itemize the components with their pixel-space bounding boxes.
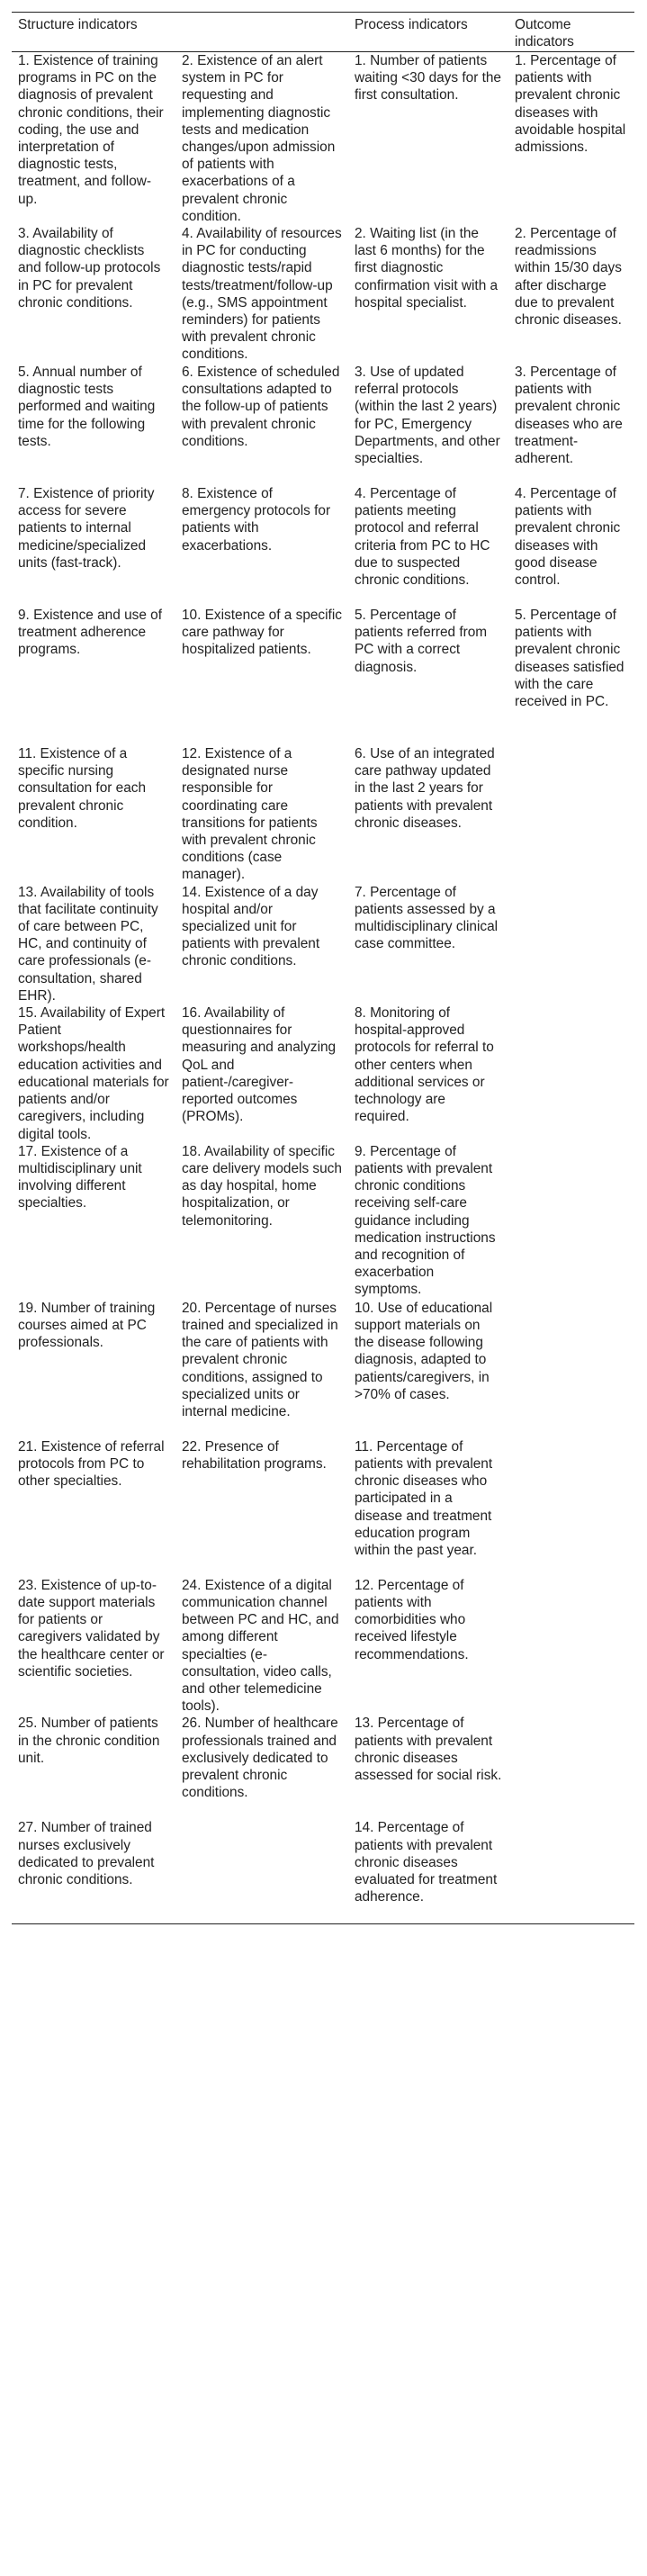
outcome-cell [508,1143,634,1300]
process-indicators-header: Process indicators [348,13,508,52]
structure-cell: 11. Existence of a specific nursing consultation for each prevalent chronic condition. [18,746,147,831]
structure-cell: 2. Existence of an alert system in PC for requesting and implementing diagnostic tests and medication changes/upon admission of patients with exacerbations of a prevalent chronic condition. [182,53,336,224]
structure-cell: 20. Percentage of nurses trained and specialized in the care of patients with prevalent chronic conditions, assigned to specialized units or internal medicine. [182,1300,338,1419]
structure-cell: 6. Existence of scheduled consultations adapted to the follow-up of patients with prevalent chronic conditions. [182,365,340,449]
structure-cell: 22. Presence of rehabilitation programs. [182,1438,327,1472]
table-header-row [12,13,634,52]
indicators-table [12,12,634,1924]
structure-indicators-header: Structure indicators [12,13,348,52]
outcome-cell [508,884,634,1004]
structure-cell: 7. Existence of priority access for severe patients to internal medicine/specialized units (fast-track). [18,486,155,571]
structure-cell: 19. Number of training courses aimed at PC professionals. [18,1300,156,1351]
process-cell: 1. Number of patients waiting <30 days for the first consultation. [355,53,501,104]
process-cell: 11. Percentage of patients with prevalent chronic diseases who participated in a disease and treatment education program within the past year. [355,1438,493,1558]
structure-cell: 16. Availability of questionnaires for measuring and analyzing QoL and patient-/caregiver-reported outcomes (PROMs). [182,1005,337,1125]
process-cell: 6. Use of an integrated care pathway updated in the last 2 years for patients with prevalent chronic diseases. [355,746,495,831]
structure-cell: 24. Existence of a digital communication channel between PC and HC, and among different specialties (e-consultation, video calls, and other telemedicine tools). [182,1577,339,1715]
structure-cell: 9. Existence and use of treatment adherence programs. [18,608,162,658]
process-cell: 8. Monitoring of hospital-approved protocols for referral to other centers when additional services or technology are required. [355,1005,494,1125]
structure-cell: 13. Availability of tools that facilitate continuity of care between PC, HC, and continuity of care professionals (e-consultation, shared EHR). [18,884,158,1004]
outcome-cell: 4. Percentage of patients with prevalent chronic diseases with good disease control. [515,486,621,589]
table-row [12,1819,634,1923]
outcome-cell [508,1819,634,1923]
structure-cell: 10. Existence of a specific care pathway for hospitalized patients. [182,608,342,658]
structure-cell: 4. Availability of resources in PC for conducting diagnostic tests/rapid tests/treatment/follow-up (e.g., SMS appointment reminders) for patients with prevalent chronic conditions. [182,226,342,363]
process-cell: 10. Use of educational support materials on the disease following diagnosis, adapted to patients/caregivers, in >70% of cases. [355,1300,493,1402]
process-cell: 12. Percentage of patients with comorbidities who received lifestyle recommendations. [355,1577,469,1662]
outcome-cell [508,745,634,884]
process-cell: 5. Percentage of patients referred from PC with a correct diagnosis. [355,608,488,675]
indicators-table-container [12,12,634,1924]
structure-cell: 26. Number of healthcare professionals trained and exclusively dedicated to prevalent chronic conditions. [182,1716,338,1801]
table-row [12,745,634,884]
table-row [12,1300,634,1438]
structure-cell: 5. Annual number of diagnostic tests performed and waiting time for the following tests. [18,365,156,449]
table-row [12,1577,634,1716]
structure-cell: 12. Existence of a designated nurse responsible for coordinating care transitions for patients with prevalent chronic conditions (case manager). [182,746,318,883]
structure-cell: 1. Existence of training programs in PC on the diagnosis of prevalent chronic conditions, their coding, the use and interpretation of diagnostic tests, treatment, and follow-up. [18,53,164,207]
structure-cell: 15. Availability of Expert Patient workshops/health education activities and educational materials for patients and/or caregivers, including digital tools. [18,1005,169,1142]
structure-cell: 8. Existence of emergency protocols for patients with exacerbations. [182,486,331,554]
table-row [12,364,634,485]
structure-cell: 3. Availability of diagnostic checklists and follow-up protocols in PC for prevalent chronic conditions. [18,226,161,311]
table-row [12,1143,634,1300]
outcome-cell: 3. Percentage of patients with prevalent chronic diseases who are treatment-adherent. [515,365,623,467]
outcome-cell [508,1004,634,1143]
process-cell: 7. Percentage of patients assessed by a multidisciplinary clinical case committee. [355,884,499,952]
structure-cell: 21. Existence of referral protocols from PC to other specialties. [18,1438,165,1490]
structure-cell: 25. Number of patients in the chronic condition unit. [18,1716,160,1766]
structure-cell: 14. Existence of a day hospital and/or specialized unit for patients with prevalent chronic conditions. [182,884,320,969]
table-row [12,52,634,226]
process-cell: 14. Percentage of patients with prevalent chronic diseases evaluated for treatment adherence. [348,1819,508,1923]
structure-cell: 18. Availability of specific care delivery models such as day hospital, home hospitalization, or telemonitoring. [182,1143,342,1229]
table-row [12,225,634,364]
table-row [12,1438,634,1577]
process-cell: 3. Use of updated referral protocols (within the last 2 years) for PC, Emergency Departments, and other specialties. [355,365,500,467]
table-row [12,485,634,607]
outcome-cell: 2. Percentage of readmissions within 15/30 days after discharge due to prevalent chronic diseases. [515,226,622,329]
outcome-cell: 1. Percentage of patients with prevalent chronic diseases with avoidable hospital admissions. [515,53,626,156]
outcome-cell: 5. Percentage of patients with prevalent chronic diseases satisfied with the care received in PC. [515,608,625,710]
outcome-cell [508,1715,634,1819]
structure-cell: 17. Existence of a multidisciplinary unit involving different specialties. [18,1143,142,1211]
table-row [12,1715,634,1819]
structure-cell: 23. Existence of up-to-date support materials for patients or caregivers validated by the healthcare center or scientific societies. [18,1577,165,1680]
process-cell: 2. Waiting list (in the last 6 months) for the first diagnostic confirmation visit with a hospital specialist. [355,226,499,311]
outcome-indicators-header: Outcome indicators [508,13,634,52]
table-row [12,607,634,745]
structure-cell: 27. Number of trained nurses exclusively dedicated to prevalent chronic conditions. [12,1819,175,1923]
outcome-cell [508,1438,634,1577]
process-cell: 9. Percentage of patients with prevalent chronic conditions receiving self-care guidance including medication instructions and recognition of exacerbation symptoms. [355,1143,496,1298]
process-cell: 13. Percentage of patients with prevalent chronic diseases assessed for social risk. [355,1716,502,1783]
outcome-cell [508,1577,634,1716]
structure-cell [175,1819,348,1923]
process-cell: 4. Percentage of patients meeting protocol and referral criteria from PC to HC due to suspected chronic conditions. [355,486,490,589]
outcome-cell [508,1300,634,1438]
table-row [12,884,634,1004]
table-row [12,1004,634,1143]
